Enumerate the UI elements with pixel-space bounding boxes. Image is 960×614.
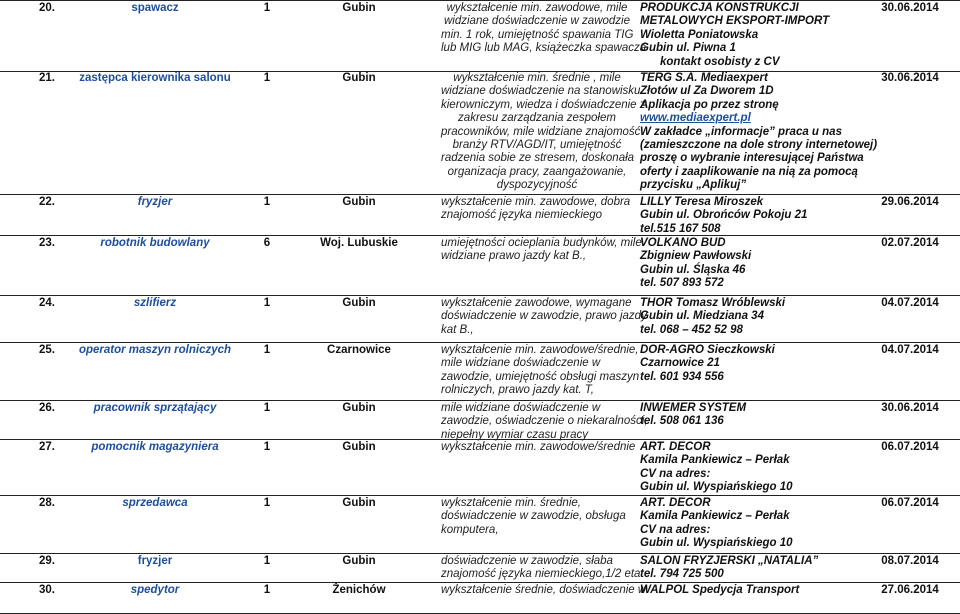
requirement-line: wykształcenie min. średnie , mile (453, 72, 621, 84)
row-number: 26. (39, 402, 55, 414)
vacancy-count: 6 (263, 237, 271, 249)
requirement-line: kat B., (441, 323, 474, 336)
row-number: 23. (39, 237, 55, 249)
requirement-line: umiejętności ocieplania budynków, mile (441, 237, 642, 249)
employer-contact (640, 237, 860, 291)
vacancy-count: 1 (263, 196, 271, 208)
job-requirements (441, 237, 642, 264)
requirement-line: wykształcenie min. zawodowe/średnie, (441, 344, 639, 356)
employer-line: CV na adres: (640, 467, 711, 480)
offer-date: 27.06.2014 (881, 584, 939, 596)
offer-date: 06.07.2014 (881, 497, 939, 509)
vacancy-count: 1 (263, 2, 271, 14)
requirement-line: widziane prawo jazdy kat B., (441, 250, 587, 263)
requirement-line: radzenia sobie ze stresem, doskonała (441, 152, 635, 165)
row-number: 25. (39, 344, 55, 356)
employer-line: Gubin ul. Wyspiańskiego 10 (640, 537, 793, 550)
offer-date: 04.07.2014 (881, 297, 939, 309)
employer-line: SALON FRYZJERSKI „NATALIA” (640, 555, 819, 567)
row-number: 27. (39, 441, 55, 453)
employer-line: Gubin ul. Miedziana 34 (640, 310, 764, 323)
row-number: 20. (39, 2, 55, 14)
job-location: Gubin (342, 497, 376, 509)
requirement-line: min. 1 rok, umiejętność spawania TIG (441, 28, 634, 41)
employer-contact (640, 297, 860, 337)
table-row (0, 195, 960, 236)
requirement-line: dyspozycyjność (496, 179, 578, 192)
job-location: Gubin (342, 402, 376, 414)
vacancy-count: 1 (263, 441, 271, 453)
job-position: szlifierz (133, 297, 177, 309)
employer-contact (640, 497, 860, 551)
employer-line: Aplikacja po przez stronę (640, 98, 779, 111)
row-number: 29. (39, 555, 55, 567)
offer-date: 30.06.2014 (881, 402, 939, 414)
requirement-line: widziane doświadczenie w zawodzie (443, 15, 631, 28)
job-requirements (441, 297, 647, 337)
employer-contact (640, 72, 878, 193)
requirement-line: zawodzie, umiejętność obsługi maszyn (441, 370, 640, 383)
requirement-line: organizacja pracy, zaangażowanie, (447, 165, 627, 178)
employer-line: PRODUKCJA KONSTRUKCJI (640, 2, 799, 14)
job-position: fryzjer (137, 555, 173, 567)
job-location: Gubin (342, 2, 376, 14)
row-number: 24. (39, 297, 55, 309)
employer-line: W zakładce „informacje” praca u nas (640, 125, 842, 138)
employer-line: METALOWYCH EKSPORT-IMPORT (640, 15, 830, 28)
job-position: fryzjer (137, 196, 173, 208)
requirement-line: zakresu zarządzania zespołem (458, 112, 616, 125)
job-position: spawacz (131, 2, 179, 14)
employer-line: (zamieszczone na dole strony internetowej) (640, 139, 878, 152)
job-position: pomocnik magazyniera (91, 441, 219, 453)
requirement-line: pracowników, mile widziane znajomość (441, 125, 641, 138)
employer-contact (640, 196, 860, 236)
requirement-line: zawodzie, oświadczenie o niekaralności, (441, 415, 648, 428)
requirement-line: wykształcenie zawodowe, wymagane (441, 297, 632, 309)
employer-line: Kamila Pankiewicz – Perłak (640, 454, 790, 467)
vacancy-count: 1 (263, 497, 271, 509)
row-number: 21. (39, 72, 55, 84)
requirement-line: lub MIG lub MAG, książeczka spawacza (441, 42, 647, 55)
employer-line: Zbigniew Pawłowski (640, 250, 752, 263)
employer-line: INWEMER SYSTEM (640, 402, 747, 414)
requirement-line: doświadczenie w zawodzie, słaba (441, 555, 613, 567)
employer-line: Kamila Pankiewicz – Perłak (640, 510, 790, 523)
job-position: operator maszyn rolniczych (78, 344, 232, 356)
offer-date: 04.07.2014 (881, 344, 939, 356)
job-location: Żenichów (332, 584, 386, 596)
employer-line: WALPOL Spedycja Transport (640, 584, 800, 596)
job-location: Gubin (342, 555, 376, 567)
requirement-line: wykształcenie min. zawodowe, dobra (441, 196, 631, 208)
job-requirements (441, 441, 636, 454)
requirement-line: niepełny wymiar czasu pracy (441, 428, 589, 441)
job-requirements (441, 72, 646, 193)
employer-line: tel. 794 725 500 (640, 568, 724, 581)
employer-line: ART. DECOR (640, 497, 711, 509)
requirement-line: wykształcenie min. średnie, (441, 497, 581, 509)
table-row (0, 583, 960, 614)
job-position: robotnik budowlany (100, 237, 210, 249)
employer-contact (640, 344, 860, 384)
employer-contact (640, 402, 860, 429)
job-location: Czarnowice (327, 344, 391, 356)
requirement-line: mile widziane doświadczenie w (441, 357, 601, 370)
employer-line: kontakt osobisty z CV (660, 55, 780, 68)
vacancy-count: 1 (263, 72, 271, 84)
row-number: 22. (39, 196, 55, 208)
employer-line: przycisku „Aplikuj” (640, 179, 747, 192)
offer-date: 06.07.2014 (881, 441, 939, 453)
employer-line: proszę o wybranie interesującej Państwa (640, 152, 864, 165)
employer-line: VOLKANO BUD (640, 237, 726, 249)
table-row (0, 440, 960, 496)
job-requirements (441, 196, 633, 223)
vacancy-count: 1 (263, 297, 271, 309)
requirement-line: widziane doświadczenie na stanowisku (441, 85, 641, 98)
offer-date: 02.07.2014 (881, 237, 939, 249)
table-row (0, 71, 960, 195)
employer-line: Gubin ul. Wyspiańskiego 10 (640, 481, 793, 494)
table-row (0, 554, 960, 583)
requirement-line: doświadczenie w zawodzie, obsługa (441, 510, 626, 523)
employer-line: tel. 068 – 452 52 98 (640, 323, 743, 336)
requirement-line: doświadczenie w zawodzie, prawo jazdy (441, 310, 647, 323)
requirement-line: wykształcenie min. zawodowe/średnie (441, 441, 636, 453)
table-row (0, 296, 960, 343)
job-position: zastępca kierownika salonu (79, 72, 231, 84)
offer-date: 08.07.2014 (881, 555, 939, 567)
offer-date: 30.06.2014 (881, 2, 939, 14)
employer-line: Wioletta Poniatowska (640, 28, 759, 41)
employer-line: LILLY Teresa Miroszek (640, 196, 764, 208)
employer-line: oferty i zaaplikowanie na nią za pomocą (640, 165, 858, 178)
requirement-line: rolniczych, prawo jazdy kat. T, (441, 384, 594, 397)
row-number: 28. (39, 497, 55, 509)
job-position: sprzedawca (122, 497, 188, 509)
employer-line: DOR-AGRO Sieczkowski (640, 344, 775, 356)
job-requirements (441, 497, 633, 537)
requirement-line: branży RTV/AGD/IT, umiejętność (452, 139, 622, 152)
vacancy-count: 1 (263, 584, 271, 596)
requirement-line: znajomość języka niemieckiego (441, 209, 603, 222)
table-row (0, 0, 960, 72)
requirement-line: mile widziane doświadczenie w (441, 402, 601, 414)
employer-line: Gubin ul. Obrońców Pokoju 21 (640, 209, 808, 222)
employer-line: tel. 601 934 556 (640, 370, 724, 383)
offer-date: 30.06.2014 (881, 72, 939, 84)
job-requirements (441, 344, 640, 398)
employer-line: Gubin ul. Śląska 46 (640, 263, 746, 276)
offer-date: 29.06.2014 (881, 196, 939, 208)
vacancy-count: 1 (263, 402, 271, 414)
employer-website-link[interactable]: www.mediaexpert.pl (640, 112, 751, 125)
vacancy-count: 1 (263, 555, 271, 567)
employer-line: TERG S.A. Mediaexpert (640, 72, 768, 84)
employer-contact (640, 584, 860, 597)
job-requirements (441, 555, 644, 582)
job-location: Gubin (342, 72, 376, 84)
job-location: Gubin (342, 441, 376, 453)
job-position: spedytor (130, 584, 180, 596)
employer-line: Gubin ul. Piwna 1 (640, 42, 736, 55)
employer-contact (640, 441, 860, 495)
table-row (0, 236, 960, 296)
job-requirements (441, 2, 647, 56)
job-location: Gubin (342, 297, 376, 309)
job-location: Gubin (342, 196, 376, 208)
requirement-line: komputera, (441, 523, 499, 536)
employer-line: CV na adres: (640, 523, 711, 536)
employer-line: ART. DECOR (640, 441, 711, 453)
employer-contact (640, 555, 860, 582)
vacancy-count: 1 (263, 344, 271, 356)
employer-line: tel.515 167 508 (640, 222, 721, 235)
requirement-line: znajomość języka niemieckiego,1/2 etat (441, 568, 644, 581)
table-row (0, 343, 960, 401)
table-row (0, 401, 960, 440)
job-position: pracownik sprzątający (93, 402, 217, 414)
employer-line: Złotów ul Za Dworem 1D (640, 85, 774, 98)
requirement-line: wykształcenie min. zawodowe, mile (446, 2, 628, 14)
employer-contact (640, 2, 860, 69)
job-requirements (441, 584, 647, 597)
employer-line: tel. 508 061 136 (640, 415, 724, 428)
row-number: 30. (39, 584, 55, 596)
employer-line: Czarnowice 21 (640, 357, 720, 370)
job-requirements (441, 402, 648, 442)
employer-line: THOR Tomasz Wróblewski (640, 297, 786, 309)
requirement-line: wykształcenie średnie, doświadczenie w (441, 584, 647, 596)
table-row (0, 496, 960, 554)
requirement-line: kierowniczym, wiedza i doświadczenie z (441, 98, 646, 111)
job-location: Woj. Lubuskie (320, 237, 398, 249)
employer-line: tel. 507 893 572 (640, 277, 724, 290)
